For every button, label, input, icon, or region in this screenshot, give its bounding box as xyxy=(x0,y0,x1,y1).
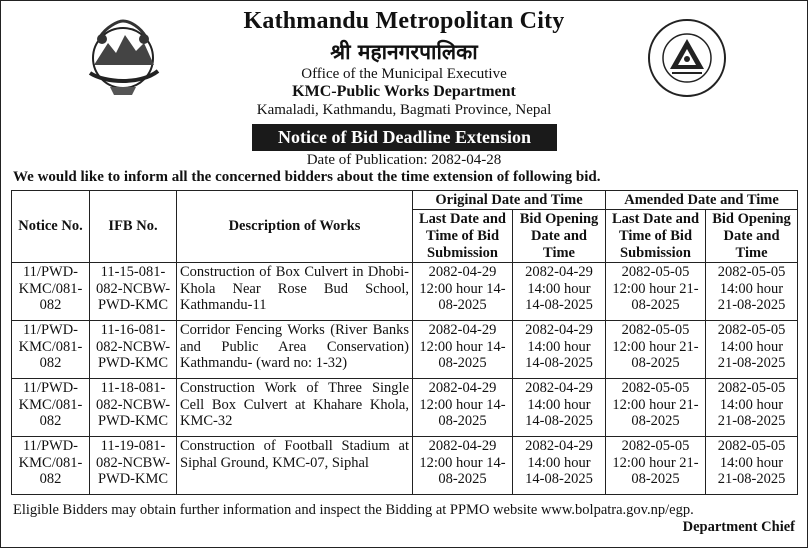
amend-bid-opening-cell: 2082-05-05 14:00 hour 21-08-2025 xyxy=(706,321,798,379)
amend-last-date-cell: 2082-05-05 12:00 hour 21-08-2025 xyxy=(606,437,706,495)
col-original-group: Original Date and Time xyxy=(413,191,606,210)
publication-date: Date of Publication: 2082-04-28 xyxy=(306,152,502,168)
description-cell: Corridor Fencing Works (River Banks and Public Area Conservation) Kathmandu- (ward no: 1-32) xyxy=(177,321,413,379)
address: Kamaladi, Kathmandu, Bagmati Province, Nepal xyxy=(256,102,552,118)
notice-no-cell: 11/PWD-KMC/081-082 xyxy=(12,321,90,379)
ifb-no-cell: 11-19-081-082-NCBW-PWD-KMC xyxy=(90,437,177,495)
page-title: Kathmandu Metropolitan City xyxy=(243,8,565,34)
amend-bid-opening-cell: 2082-05-05 14:00 hour 21-08-2025 xyxy=(706,437,798,495)
description-cell: Construction Work of Three Single Cell Box Culvert at Khahare Khola, KMC-32 xyxy=(177,379,413,437)
notice-no-cell: 11/PWD-KMC/081-082 xyxy=(12,263,90,321)
orig-last-date-cell: 2082-04-29 12:00 hour 14-08-2025 xyxy=(413,263,513,321)
col-amend-bid-opening: Bid Opening Date and Time xyxy=(706,210,798,263)
orig-last-date-cell: 2082-04-29 12:00 hour 14-08-2025 xyxy=(413,437,513,495)
description-cell: Construction of Football Stadium at Siphal Ground, KMC-07, Siphal xyxy=(177,437,413,495)
orig-bid-opening-cell: 2082-04-29 14:00 hour 14-08-2025 xyxy=(513,437,606,495)
intro-text: We would like to inform all the concerned bidders about the time extension of following bid. xyxy=(13,169,601,185)
footer-note: Eligible Bidders may obtain further information and inspect the Bidding at PPMO website www.bolpatra.gov.np/egp. xyxy=(13,502,694,518)
notice-no-cell: 11/PWD-KMC/081-082 xyxy=(12,379,90,437)
description-cell: Construction of Box Culvert in Dhobi-Khola Near Rose Bud School, Kathmandu-11 xyxy=(177,263,413,321)
col-orig-last-date: Last Date and Time of Bid Submission xyxy=(413,210,513,263)
notice-title: Notice of Bid Deadline Extension xyxy=(252,124,557,151)
col-amend-last-date: Last Date and Time of Bid Submission xyxy=(606,210,706,263)
col-orig-bid-opening: Bid Opening Date and Time xyxy=(513,210,606,263)
signature-title: Department Chief xyxy=(682,519,795,535)
amend-bid-opening-cell: 2082-05-05 14:00 hour 21-08-2025 xyxy=(706,379,798,437)
orig-bid-opening-cell: 2082-04-29 14:00 hour 14-08-2025 xyxy=(513,321,606,379)
header-row-1 xyxy=(12,191,798,210)
table-row xyxy=(12,379,798,437)
nepali-title: श्री महानगरपालिका xyxy=(330,39,478,64)
amend-last-date-cell: 2082-05-05 12:00 hour 21-08-2025 xyxy=(606,379,706,437)
department-name: KMC-Public Works Department xyxy=(292,83,516,100)
amend-last-date-cell: 2082-05-05 12:00 hour 21-08-2025 xyxy=(606,321,706,379)
orig-last-date-cell: 2082-04-29 12:00 hour 14-08-2025 xyxy=(413,321,513,379)
ifb-no-cell: 11-15-081-082-NCBW-PWD-KMC xyxy=(90,263,177,321)
table-row xyxy=(12,321,798,379)
notice-no-cell: 11/PWD-KMC/081-082 xyxy=(12,437,90,495)
kmc-seal-icon xyxy=(646,17,728,99)
orig-bid-opening-cell: 2082-04-29 14:00 hour 14-08-2025 xyxy=(513,379,606,437)
table-row xyxy=(12,263,798,321)
ifb-no-cell: 11-16-081-082-NCBW-PWD-KMC xyxy=(90,321,177,379)
col-description: Description of Works xyxy=(177,191,413,263)
amend-last-date-cell: 2082-05-05 12:00 hour 21-08-2025 xyxy=(606,263,706,321)
amend-bid-opening-cell: 2082-05-05 14:00 hour 21-08-2025 xyxy=(706,263,798,321)
col-notice-no: Notice No. xyxy=(12,191,90,263)
ifb-no-cell: 11-18-081-082-NCBW-PWD-KMC xyxy=(90,379,177,437)
orig-bid-opening-cell: 2082-04-29 14:00 hour 14-08-2025 xyxy=(513,263,606,321)
bid-table xyxy=(11,190,798,495)
orig-last-date-cell: 2082-04-29 12:00 hour 14-08-2025 xyxy=(413,379,513,437)
col-ifb-no: IFB No. xyxy=(90,191,177,263)
office-name: Office of the Municipal Executive xyxy=(301,66,507,82)
col-amended-group: Amended Date and Time xyxy=(606,191,798,210)
table-row xyxy=(12,437,798,495)
